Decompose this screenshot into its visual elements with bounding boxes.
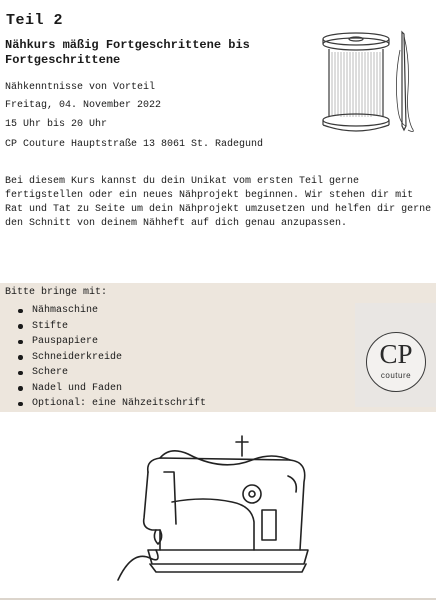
cp-couture-logo bbox=[366, 332, 426, 392]
thread-spool-with-needle-icon bbox=[316, 30, 416, 140]
bring-along-box bbox=[0, 283, 436, 412]
logo-monogram: CP bbox=[379, 339, 413, 369]
bullet-icon bbox=[18, 324, 23, 329]
list-item: Pauspapiere bbox=[5, 334, 206, 350]
bullet-icon bbox=[18, 371, 23, 376]
course-location: CP Couture Hauptstraße 13 8061 St. Radegund bbox=[5, 139, 264, 150]
course-title: Nähkurs mäßig Fortgeschrittene bis Fortgeschrittene bbox=[5, 38, 250, 67]
course-time: 15 Uhr bis 20 Uhr bbox=[5, 119, 108, 130]
bullet-icon bbox=[18, 309, 23, 314]
course-date: Freitag, 04. November 2022 bbox=[5, 100, 162, 111]
course-description: Bei diesem Kurs kannst du dein Unikat vom ersten Teil gerne fertigstellen oder ein neues Nähprojekt beginnen. Wir stehen dir mit Rat und Tat zu Seite um dein Nähprojekt umzusetzen und helfen dir gerne den Schnitt von deinem Nähheft auf dich genau anzupassen. bbox=[5, 176, 432, 229]
part-title: Teil 2 bbox=[6, 12, 64, 29]
sewing-machine-icon bbox=[112, 432, 312, 592]
bullet-icon bbox=[18, 340, 23, 345]
prerequisite-text: Nähkenntnisse von Vorteil bbox=[5, 82, 156, 93]
bring-list bbox=[5, 303, 206, 412]
bring-heading: Bitte bringe mit: bbox=[5, 287, 108, 298]
list-item: Optional: eine Nähzeitschrift bbox=[5, 396, 206, 412]
logo-wordmark: couture bbox=[380, 371, 412, 380]
list-item: Nähmaschine bbox=[5, 303, 206, 319]
list-item: Schneiderkreide bbox=[5, 350, 206, 366]
bullet-icon bbox=[18, 402, 23, 407]
list-item: Nadel und Faden bbox=[5, 381, 206, 397]
logo-panel bbox=[355, 303, 436, 407]
bullet-icon bbox=[18, 355, 23, 360]
bullet-icon bbox=[18, 386, 23, 391]
list-item: Schere bbox=[5, 365, 206, 381]
list-item: Stifte bbox=[5, 319, 206, 335]
